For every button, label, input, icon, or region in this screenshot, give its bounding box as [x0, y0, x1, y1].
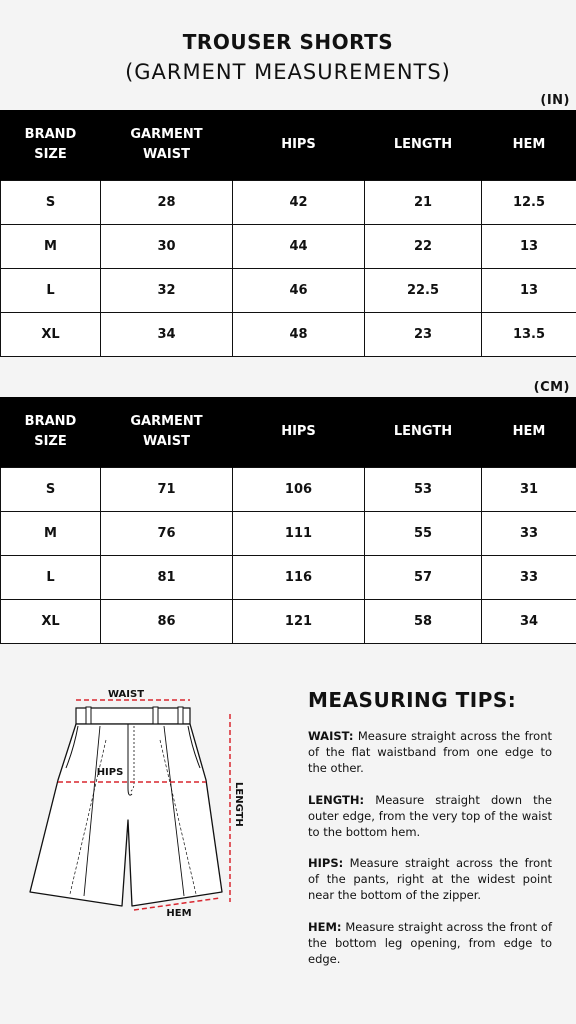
table-cell: 81	[101, 556, 233, 600]
table-header-row	[1, 110, 576, 181]
size-table-cm	[0, 397, 576, 644]
hem-label: HEM	[166, 908, 192, 919]
table-cell: 42	[233, 181, 365, 225]
shorts-measurement-diagram	[0, 670, 270, 930]
table-cell: 106	[233, 468, 365, 512]
tip-length	[308, 792, 552, 840]
table-cell: 34	[482, 600, 576, 644]
table-header-row	[1, 397, 576, 468]
tips-heading: MEASURING TIPS:	[308, 688, 517, 712]
table-cell: 13.5	[482, 313, 576, 357]
table-cell: S	[1, 181, 101, 225]
table-cell: 53	[365, 468, 482, 512]
waistband-shape	[76, 708, 190, 724]
table-row	[1, 225, 576, 269]
table-cell: 23	[365, 313, 482, 357]
column-header: LENGTH	[365, 397, 482, 468]
table-cell: 71	[101, 468, 233, 512]
table-cell: 31	[482, 468, 576, 512]
column-header: HIPS	[233, 110, 365, 181]
tip-hips	[308, 855, 552, 903]
table-cell: 33	[482, 556, 576, 600]
table-row	[1, 556, 576, 600]
table-cell: 12.5	[482, 181, 576, 225]
table-row	[1, 512, 576, 556]
table-cell: 116	[233, 556, 365, 600]
table-cell: 33	[482, 512, 576, 556]
table-cell: 13	[482, 225, 576, 269]
tip-text: Measure straight across the front of the bottom leg opening, from edge to edge.	[308, 920, 552, 966]
table-cell: 32	[101, 269, 233, 313]
table-cell: M	[1, 225, 101, 269]
table-cell: XL	[1, 600, 101, 644]
waist-label: WAIST	[107, 689, 145, 700]
size-table-inches	[0, 110, 576, 357]
tip-text: Measure straight down the outer edge, from the very top of the waist to the bottom hem.	[308, 793, 553, 839]
table-cell: 28	[101, 181, 233, 225]
tip-hem	[308, 919, 552, 967]
table-cell: 86	[101, 600, 233, 644]
column-header: BRAND SIZE	[1, 110, 101, 181]
unit-label-cm: (CM)	[533, 380, 570, 395]
shorts-body-shape	[30, 724, 222, 906]
table-cell: 34	[101, 313, 233, 357]
tip-term: LENGTH:	[308, 793, 365, 807]
hips-label: HIPS	[96, 767, 124, 778]
table-cell: 57	[365, 556, 482, 600]
table-cell: 121	[233, 600, 365, 644]
tip-waist	[308, 728, 552, 776]
page-title: TROUSER SHORTS	[182, 30, 394, 54]
table-row	[1, 269, 576, 313]
column-header: HEM	[482, 397, 576, 468]
table-cell: XL	[1, 313, 101, 357]
table-cell: 30	[101, 225, 233, 269]
column-header: HEM	[482, 110, 576, 181]
belt-loop	[86, 707, 91, 725]
tip-term: HIPS:	[308, 856, 344, 870]
column-header: BRAND SIZE	[1, 397, 101, 468]
table-cell: S	[1, 468, 101, 512]
table-cell: 48	[233, 313, 365, 357]
column-header: GARMENT WAIST	[101, 397, 233, 468]
table-row	[1, 600, 576, 644]
table-row	[1, 313, 576, 357]
table-cell: 58	[365, 600, 482, 644]
tip-text: Measure straight across the front of the flat waistband from one edge to the other.	[308, 729, 552, 775]
column-header: LENGTH	[365, 110, 482, 181]
belt-loop	[178, 707, 183, 725]
table-cell: L	[1, 556, 101, 600]
table-cell: 22.5	[365, 269, 482, 313]
table-cell: 111	[233, 512, 365, 556]
page-subtitle: (GARMENT MEASUREMENTS)	[125, 60, 451, 84]
table-cell: 13	[482, 269, 576, 313]
belt-loop	[153, 707, 158, 725]
column-header: GARMENT WAIST	[101, 110, 233, 181]
table-cell: 44	[233, 225, 365, 269]
tip-text: Measure straight across the front of the pants, right at the widest point near the bottom of the zipper.	[308, 856, 552, 902]
table-cell: L	[1, 269, 101, 313]
unit-label-in: (IN)	[540, 93, 570, 108]
table-cell: M	[1, 512, 101, 556]
table-cell: 55	[365, 512, 482, 556]
tip-term: WAIST:	[308, 729, 354, 743]
table-cell: 22	[365, 225, 482, 269]
tip-term: HEM:	[308, 920, 342, 934]
table-row	[1, 468, 576, 512]
table-cell: 76	[101, 512, 233, 556]
length-label: LENGTH	[233, 782, 244, 827]
table-cell: 21	[365, 181, 482, 225]
table-cell: 46	[233, 269, 365, 313]
table-row	[1, 181, 576, 225]
column-header: HIPS	[233, 397, 365, 468]
